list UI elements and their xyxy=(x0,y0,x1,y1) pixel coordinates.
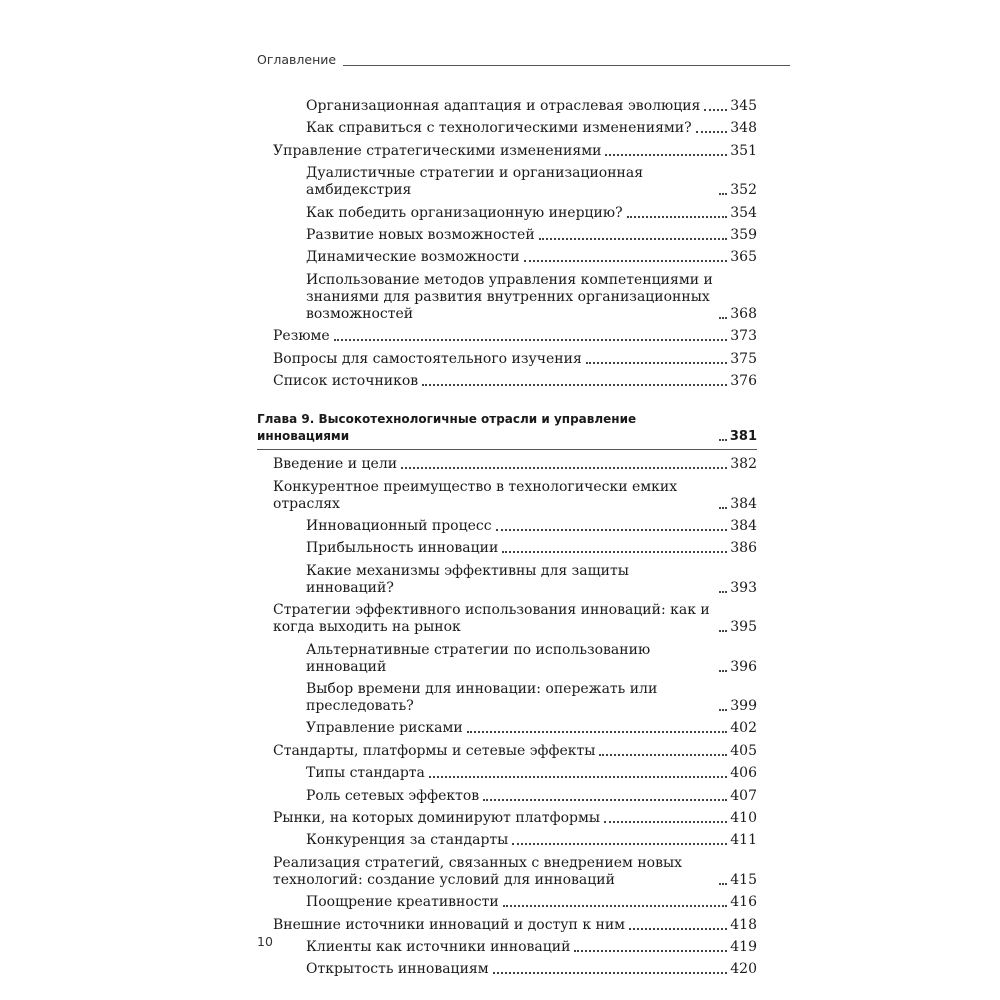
toc-entry-page: 348 xyxy=(730,120,757,137)
chapter-entry xyxy=(257,395,757,445)
toc-entry-page: 399 xyxy=(730,698,757,715)
toc-entry xyxy=(257,939,757,956)
dot-leader xyxy=(502,551,727,553)
dot-leader xyxy=(604,821,727,823)
toc-entry-page: 359 xyxy=(730,226,757,243)
toc-entry-title: Выбор времени для инновации: опережать или преследовать? xyxy=(306,681,658,715)
toc-entry xyxy=(257,602,757,636)
toc-entry-page: 365 xyxy=(730,249,757,266)
dot-leader xyxy=(629,928,727,930)
toc-entry-title: Внешние источники инноваций и доступ к ним xyxy=(273,916,626,933)
toc-entry xyxy=(257,351,757,368)
toc-entry xyxy=(257,249,757,266)
dot-leader xyxy=(483,799,727,801)
dot-leader xyxy=(422,384,727,386)
toc-entry-title: Как справиться с технологическими изменениями? xyxy=(306,120,692,137)
toc-entry-title: Вопросы для самостоятельного изучения xyxy=(273,350,582,367)
toc-entry-page: 420 xyxy=(730,961,757,978)
running-header xyxy=(257,52,790,72)
dot-leader xyxy=(512,843,727,845)
toc-entry-title: Динамические возможности xyxy=(306,249,520,266)
toc-entry xyxy=(257,479,757,513)
toc-entry-page: 354 xyxy=(730,204,757,221)
toc-entry-page: 373 xyxy=(730,328,757,345)
dot-leader xyxy=(503,905,728,907)
chapter-rule xyxy=(257,449,757,450)
dot-leader xyxy=(719,439,727,441)
toc-entry-page: 393 xyxy=(730,579,757,596)
dot-leader xyxy=(524,260,728,262)
dot-leader xyxy=(574,950,727,952)
toc-entry-page: 406 xyxy=(730,765,757,782)
toc-entry xyxy=(257,855,757,889)
dot-leader xyxy=(719,670,727,672)
toc-entry xyxy=(257,810,757,827)
toc-entry-title: Стандарты, платформы и сетевые эффекты xyxy=(273,742,596,759)
toc-entry-title: Альтернативные стратегии по использованию инноваций xyxy=(306,641,651,675)
toc-entry-page: 416 xyxy=(730,894,757,911)
dot-leader xyxy=(467,731,728,733)
toc-entry-title: Клиенты как источники инноваций xyxy=(306,938,571,955)
toc-entry-page: 419 xyxy=(730,938,757,955)
toc-entry-title: Глава 9. Высокотехнологичные отрасли и управление инновациями xyxy=(257,412,637,444)
dot-leader xyxy=(599,754,727,756)
toc-entry-title: Стратегии эффективного использования инноваций: как и когда выходить на рынок xyxy=(273,602,710,636)
toc-entry-title: Реализация стратегий, связанных с внедрением новых технологий: создание условий для инноваций xyxy=(273,854,683,888)
toc-entry xyxy=(257,272,757,323)
toc-entry-page: 384 xyxy=(730,495,757,512)
dot-leader xyxy=(719,317,727,319)
dot-leader xyxy=(334,339,728,341)
toc-entry xyxy=(257,720,757,737)
toc-entry xyxy=(257,227,757,244)
toc-entry xyxy=(257,518,757,535)
toc-entry-title: Список источников xyxy=(273,372,419,389)
toc-entry-title: Введение и цели xyxy=(273,456,398,473)
dot-leader xyxy=(586,362,727,364)
toc-entry xyxy=(257,961,757,978)
dot-leader xyxy=(605,154,727,156)
toc-entry-title: Дуалистичные стратегии и организационная амбидекстрия xyxy=(306,165,644,199)
toc-entry xyxy=(257,540,757,557)
toc-entry-page: 375 xyxy=(730,350,757,367)
dot-leader xyxy=(627,216,728,218)
toc-entry-page: 382 xyxy=(730,456,757,473)
dot-leader xyxy=(719,709,727,711)
dot-leader xyxy=(719,193,727,195)
toc-entry-title: Какие механизмы эффективны для защиты инноваций? xyxy=(306,562,629,596)
toc-entry-page: 381 xyxy=(729,429,757,445)
toc-entry xyxy=(257,681,757,715)
toc-entry-title: Прибыльность инновации xyxy=(306,540,499,557)
dot-leader xyxy=(719,883,727,885)
toc-entry-title: Открытость инновациям xyxy=(306,961,489,978)
toc-entry-page: 402 xyxy=(730,720,757,737)
toc-entry-page: 418 xyxy=(730,916,757,933)
toc-entry-page: 395 xyxy=(730,619,757,636)
header-rule xyxy=(343,65,790,66)
toc-entry-title: Инновационный процесс xyxy=(306,518,492,535)
toc-entry-page: 345 xyxy=(730,98,757,114)
toc-entry-title: Развитие новых возможностей xyxy=(306,226,535,243)
toc-entry xyxy=(257,743,757,760)
toc-entry-page: 368 xyxy=(730,305,757,322)
toc-entry xyxy=(257,373,757,390)
page-number: 10 xyxy=(257,934,273,949)
toc-entry-title: Рынки, на которых доминируют платформы xyxy=(273,809,601,826)
toc-entry-page: 386 xyxy=(730,540,757,557)
toc-entry xyxy=(257,917,757,934)
toc-entry-page: 410 xyxy=(730,809,757,826)
toc-entry-page: 396 xyxy=(730,658,757,675)
toc-entry-title: Организационная адаптация и отраслевая эволюция xyxy=(306,98,701,114)
toc-entry xyxy=(257,642,757,676)
toc-entry-title: Как победить организационную инерцию? xyxy=(306,204,623,221)
toc-entry-page: 376 xyxy=(730,372,757,389)
toc-entry xyxy=(257,894,757,911)
toc-entry-title: Конкурентное преимущество в технологически емких отраслях xyxy=(273,478,678,512)
toc-entry-page: 415 xyxy=(730,871,757,888)
toc-entry-page: 351 xyxy=(730,142,757,159)
toc-entry xyxy=(257,165,757,199)
dot-leader xyxy=(401,467,727,469)
dot-leader xyxy=(429,776,727,778)
toc-entry-page: 352 xyxy=(730,182,757,199)
toc-entry-page: 411 xyxy=(730,832,757,849)
dot-leader xyxy=(496,529,728,531)
toc-entry xyxy=(257,456,757,473)
toc-entry xyxy=(257,328,757,345)
dot-leader xyxy=(539,238,728,240)
toc-entry xyxy=(257,120,757,137)
toc-entry-title: Резюме xyxy=(273,328,330,345)
dot-leader xyxy=(719,630,727,632)
toc-entry xyxy=(257,765,757,782)
toc-entry-page: 407 xyxy=(730,787,757,804)
toc-entry-title: Управление стратегическими изменениями xyxy=(273,142,602,159)
toc-entry xyxy=(257,205,757,222)
toc-entry-title: Роль сетевых эффектов xyxy=(306,787,480,804)
dot-leader xyxy=(719,507,727,509)
toc-entry xyxy=(257,143,757,160)
toc-entry xyxy=(257,563,757,597)
toc-entry-title: Использование методов управления компетенциями и знаниями для развития внутренних организационных возможностей xyxy=(306,271,713,322)
dot-leader xyxy=(719,591,727,593)
toc-entry-title: Поощрение креативности xyxy=(306,894,499,911)
dot-leader xyxy=(704,109,727,111)
toc-entry-title: Управление рисками xyxy=(306,720,463,737)
table-of-contents xyxy=(257,98,757,984)
dot-leader xyxy=(696,131,728,133)
toc-entry-title: Типы стандарта xyxy=(306,765,425,782)
dot-leader xyxy=(493,972,728,974)
toc-entry-page: 405 xyxy=(730,742,757,759)
toc-entry-title: Конкуренция за стандарты xyxy=(306,832,509,849)
toc-entry-page: 384 xyxy=(730,518,757,535)
toc-entry xyxy=(257,98,757,115)
toc-entry xyxy=(257,832,757,849)
toc-entry xyxy=(257,788,757,805)
running-header-title: Оглавление xyxy=(257,52,337,67)
